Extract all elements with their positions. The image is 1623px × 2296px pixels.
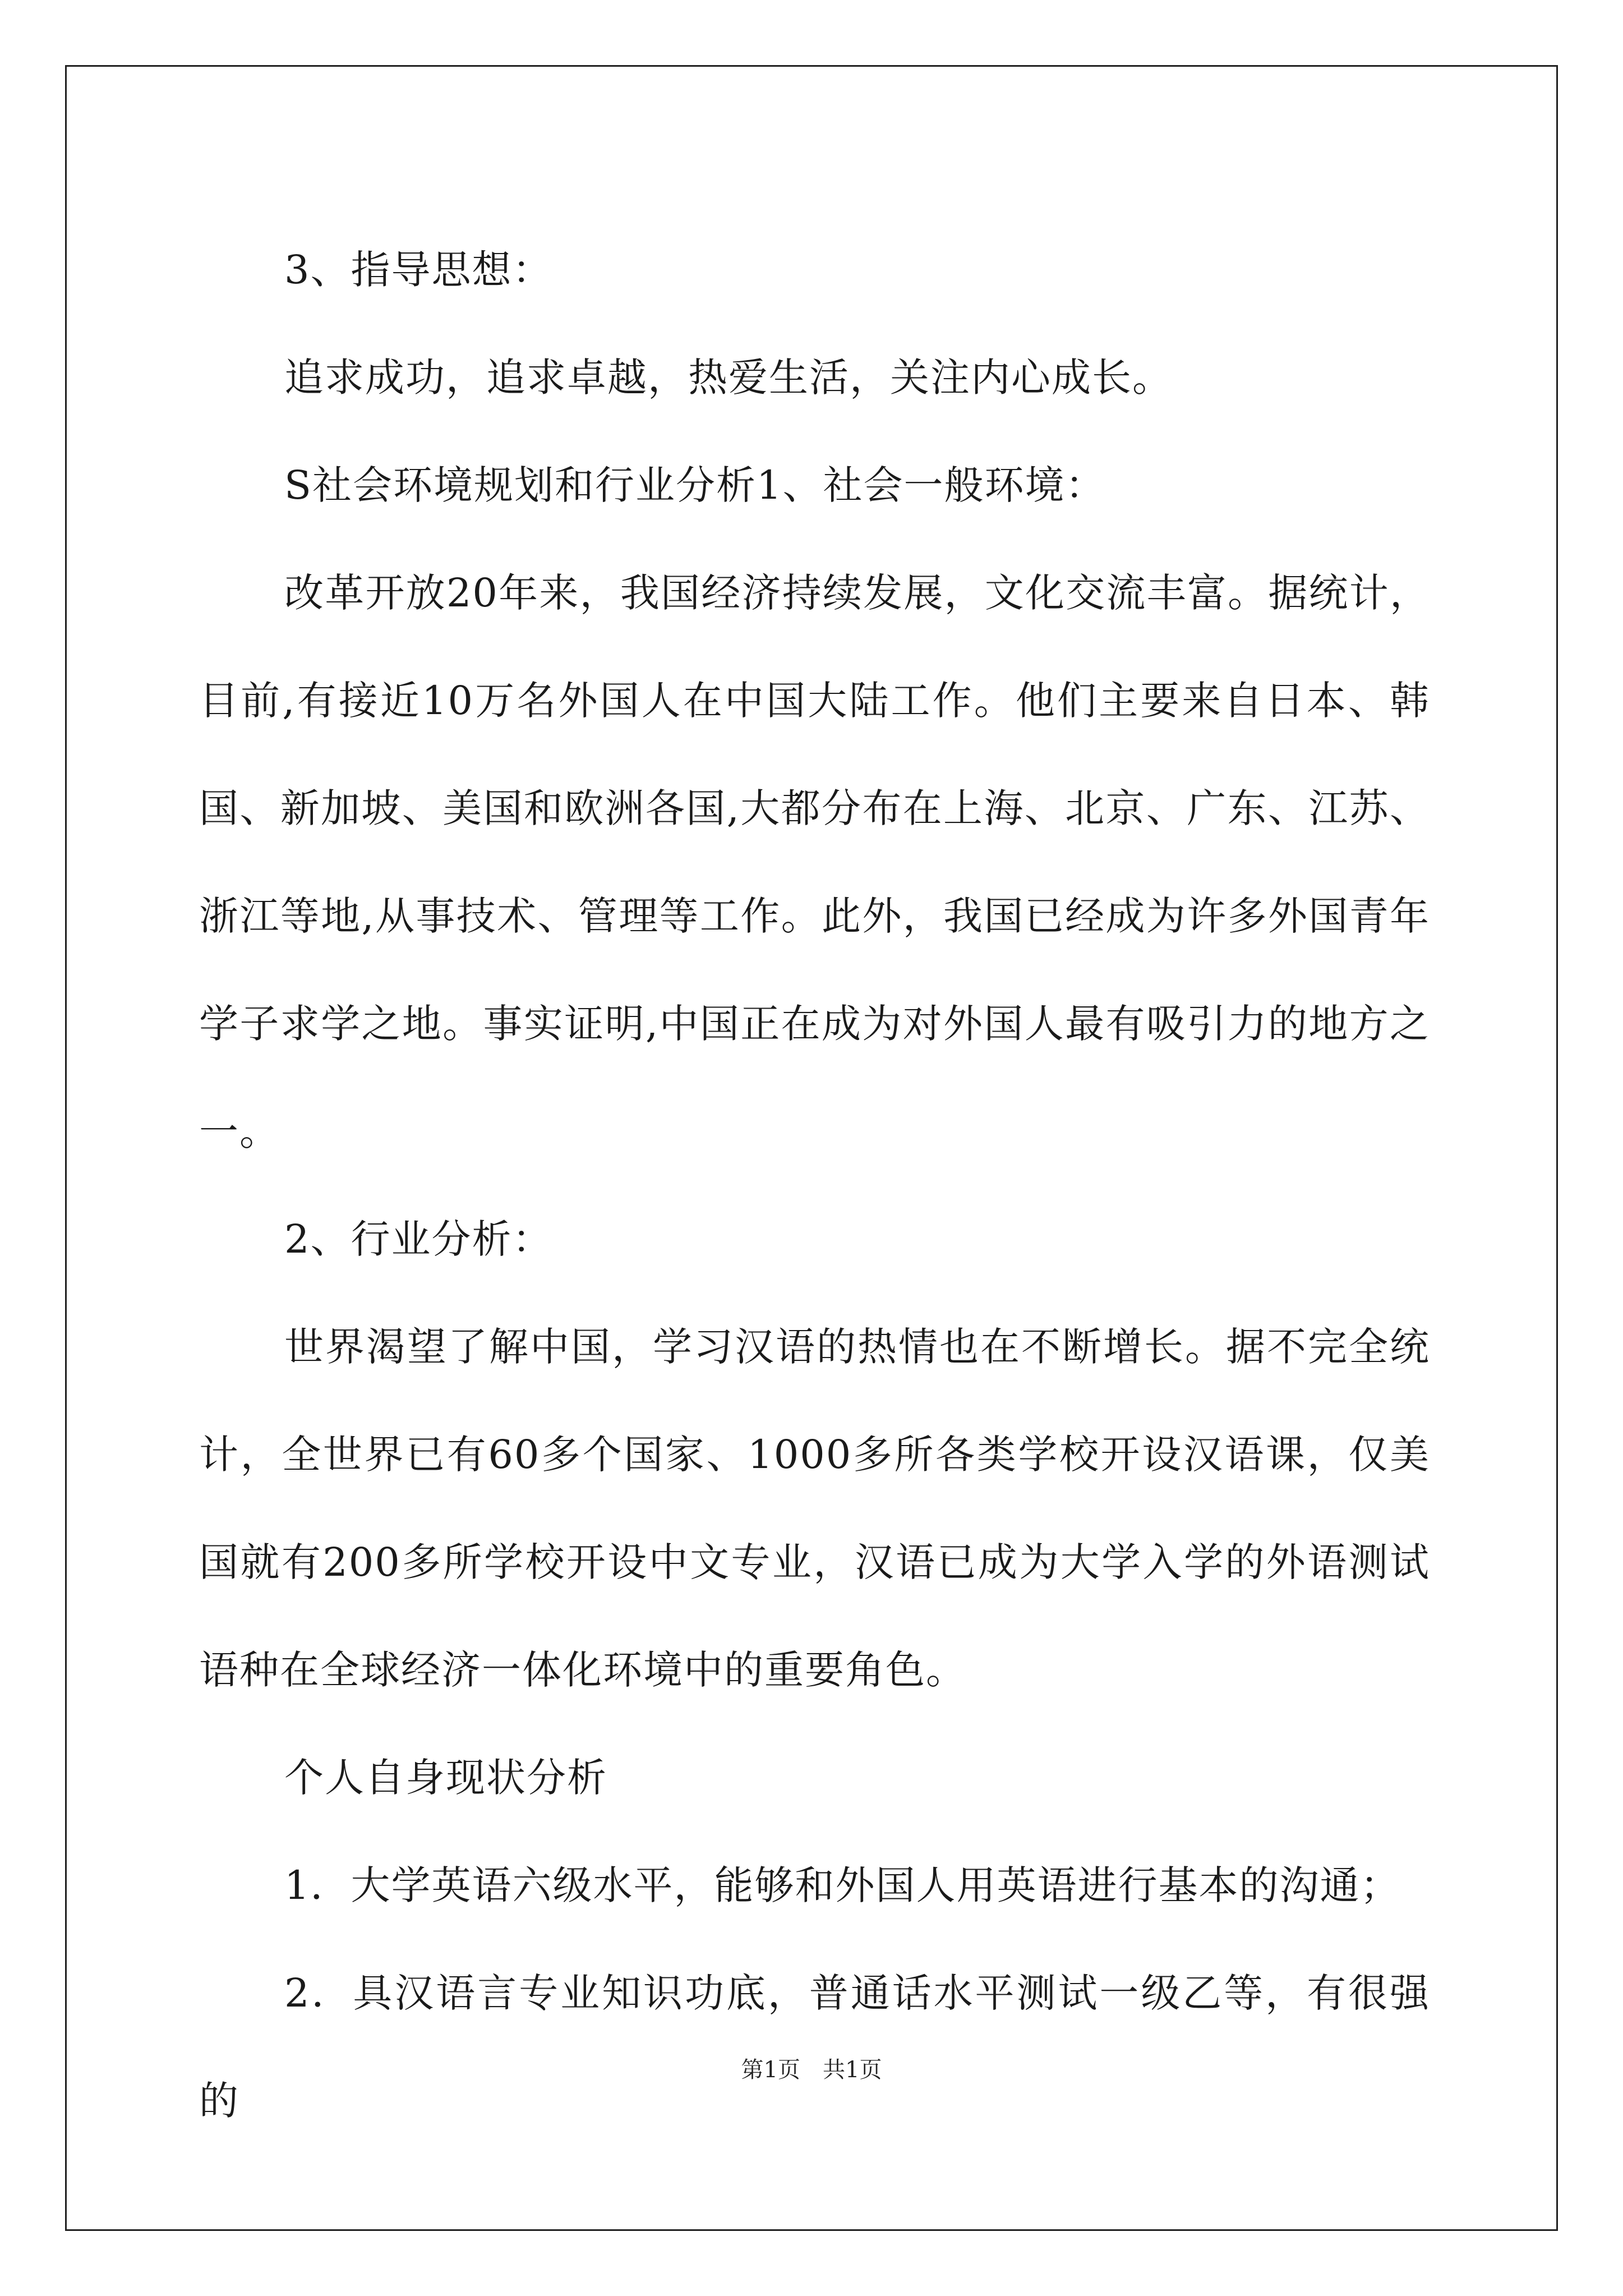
paragraph-social-environment-heading: S社会环境规划和行业分析1、社会一般环境： (284, 462, 1106, 508)
paragraph-industry-heading: 2、行业分析： (284, 1216, 553, 1262)
paragraph-guiding-thought-heading: 3、指导思想： (284, 247, 553, 293)
paragraph-self-item-1: 1．大学英语六级水平，能够和外国人用英语进行基本的沟通； (284, 1862, 1401, 1908)
paragraph-industry-analysis: 世界渴望了解中国，学习汉语的热情也在不断增长。据不完全统计，全世界已有60多个国家、1000多所各类学校开设汉语课，仅美国就有200多所学校开设中文专业，汉语已成为大学入学的外语测试语种在全球经济一体化环境中的重要角色。 (199, 1324, 1430, 1693)
document-body (199, 216, 1430, 2155)
page-number-current: 第1页 (741, 2057, 800, 2083)
page-footer (0, 2053, 1623, 2087)
paragraph-self-item-2: 2．具汉语言专业知识功底，普通话水平测试一级乙等，有很强的 (199, 1970, 1430, 2124)
paragraph-social-environment: 改革开放20年来，我国经济持续发展，文化交流丰富。据统计，目前,有接近10万名外国人在中国大陆工作。他们主要来自日本、韩国、新加坡、美国和欧洲各国,大都分布在上海、北京、广东、江苏、浙江等地,从事技术、管理等工作。此外，我国已经成为许多外国青年学子求学之地。事实证明,中国正在成为对外国人最有吸引力的地方之一。 (199, 570, 1430, 1154)
paragraph-self-analysis-heading: 个人自身现状分析 (284, 1755, 607, 1801)
paragraph-guiding-thought: 追求成功，追求卓越，热爱生活，关注内心成长。 (284, 355, 1173, 401)
page-number-total: 共1页 (823, 2057, 882, 2083)
